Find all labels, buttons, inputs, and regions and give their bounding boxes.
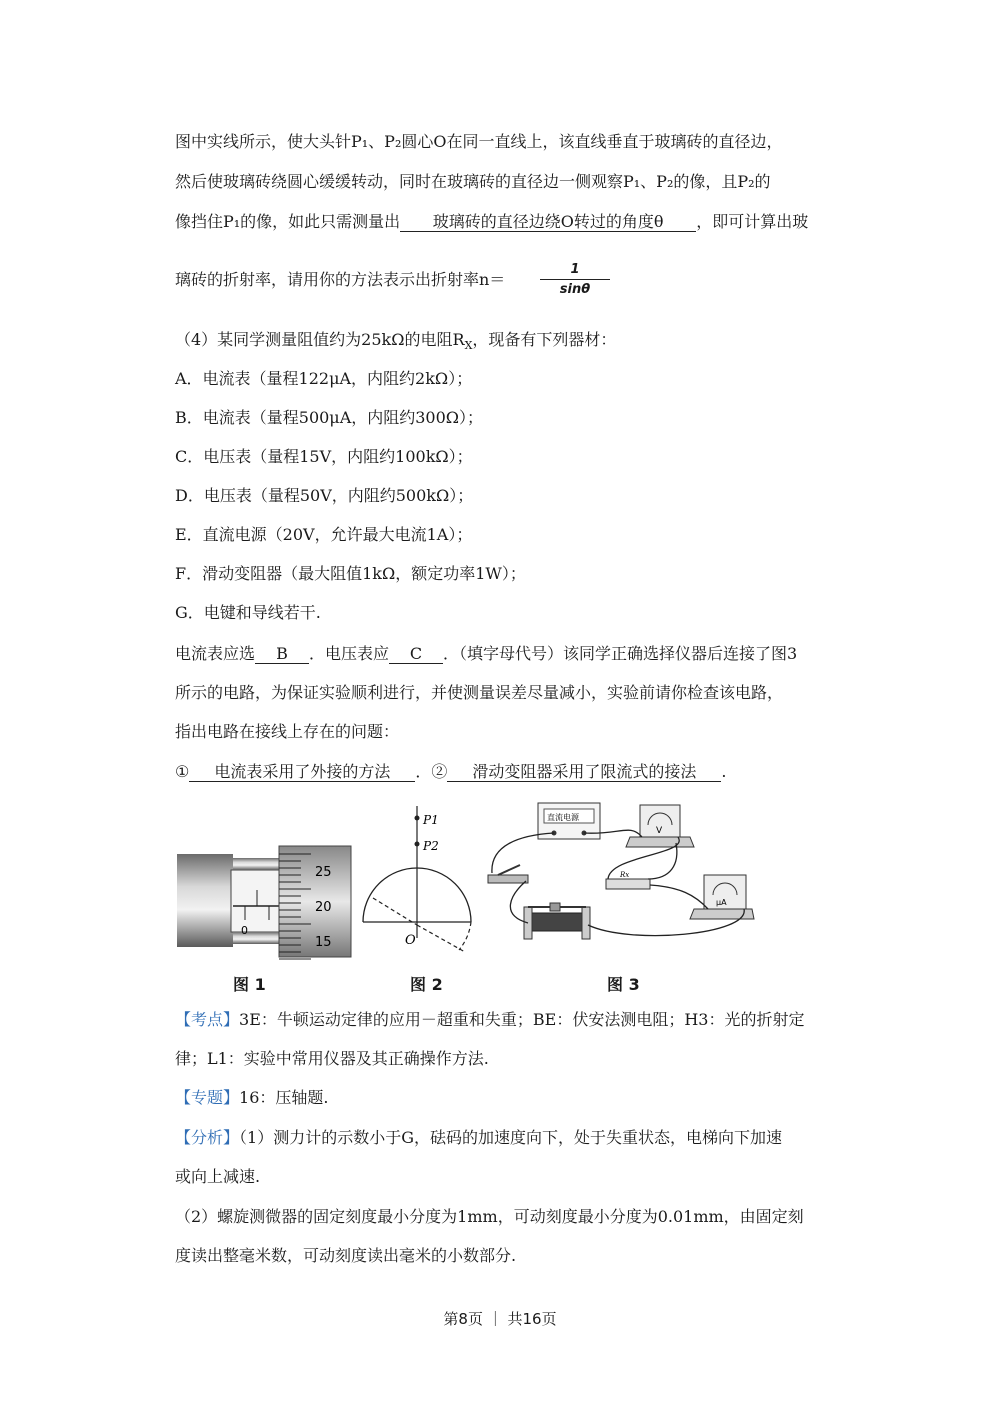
text-segment: . bbox=[721, 762, 727, 781]
label-o: O bbox=[405, 933, 416, 948]
sleeve bbox=[231, 870, 279, 932]
text-segment: 璃砖的折射率，请用你的方法表示出折射率n＝ bbox=[175, 270, 506, 289]
figure-2-caption: 图 2 bbox=[410, 975, 443, 994]
text-line bbox=[175, 212, 808, 232]
text-segment: （1）测力计的示数小于G，砝码的加速度向下，处于失重状态，电梯向下加速 bbox=[239, 1128, 782, 1147]
option-item: D．电压表（量程50V，内阻约500kΩ）； bbox=[175, 486, 474, 505]
option-item: B．电流表（量程500μA，内阻约300Ω）； bbox=[175, 408, 484, 427]
frame-body bbox=[177, 854, 233, 947]
label-p2: P2 bbox=[423, 839, 439, 853]
thimble-label: 20 bbox=[315, 900, 332, 915]
rheostat-end bbox=[524, 907, 532, 939]
answer-blank: 玻璃砖的直径边绕O转过的角度θ bbox=[400, 213, 696, 232]
fraction-bar bbox=[540, 279, 610, 280]
text-line: （2）螺旋测微器的固定刻度最小分度为1mm，可动刻度最小分度为0.01mm，由固定刻 bbox=[175, 1207, 804, 1226]
text-segment: ．② bbox=[415, 762, 448, 781]
text-segment: 16：压轴题. bbox=[239, 1088, 329, 1107]
text-line: 图中实线所示，使大头针P₁、P₂圆心O在同一直线上，该直线垂直于玻璃砖的直径边， bbox=[175, 132, 783, 151]
refraction-fraction bbox=[540, 262, 610, 297]
text-line: 然后使玻璃砖绕圆心缓缓转动，同时在玻璃砖的直径边一侧观察P₁、P₂的像，且P₂的 bbox=[175, 172, 771, 191]
figure-2-refraction bbox=[355, 800, 485, 960]
rheostat-slider bbox=[550, 903, 560, 911]
page-footer: 第8页 ｜ 共16页 bbox=[443, 1310, 557, 1328]
fenxi-line bbox=[175, 1128, 782, 1148]
pin-p2 bbox=[415, 842, 420, 847]
option-item: G．电键和导线若干. bbox=[175, 603, 321, 622]
voltmeter-label: V bbox=[656, 826, 663, 836]
switch bbox=[488, 875, 528, 883]
option-item: A．电流表（量程122μA，内阻约2kΩ）； bbox=[175, 369, 473, 388]
switch-lever bbox=[498, 865, 520, 875]
figure-3-circuit bbox=[480, 795, 755, 955]
fraction-numerator: 1 bbox=[570, 262, 580, 277]
text-segment: 3E：牛顿运动定律的应用－超重和失重；BE：伏安法测电阻；H3：光的折射定 bbox=[239, 1010, 805, 1029]
text-segment: ，现备有下列器材： bbox=[472, 330, 617, 349]
zhuanti-tag: 【专题】 bbox=[175, 1088, 240, 1107]
question-intro bbox=[175, 330, 616, 356]
option-item: C．电压表（量程15V，内阻约100kΩ）； bbox=[175, 447, 473, 466]
voltmeter-base bbox=[626, 837, 694, 847]
figure-1-micrometer bbox=[175, 840, 355, 965]
resistor-rx bbox=[606, 879, 650, 889]
answer-blank: C bbox=[389, 645, 443, 664]
text-line bbox=[175, 270, 505, 290]
text-segment: （4）某同学测量阻值约为25kΩ的电阻R bbox=[175, 330, 465, 349]
rotated-edge-dashed bbox=[417, 925, 465, 952]
text-line: 所示的电路，为保证实验顺利进行，并使测量误差尽量减小，实验前请你检查该电路， bbox=[175, 683, 784, 702]
text-line: 指出电路在接线上存在的问题： bbox=[175, 722, 400, 741]
text-segment: ．（填字母代号）该同学正确选择仪器后连接了图3 bbox=[443, 644, 798, 663]
power-supply-label: 直流电源 bbox=[547, 813, 579, 822]
thimble-label: 25 bbox=[315, 865, 332, 880]
wire bbox=[650, 885, 708, 909]
text-line bbox=[175, 762, 726, 782]
sleeve-top bbox=[233, 858, 279, 870]
text-line: 或向上减速. bbox=[175, 1167, 261, 1186]
rotated-edge-dashed bbox=[373, 898, 417, 925]
pin-p1 bbox=[415, 816, 420, 821]
answer-blank: 电流表采用了外接的方法 bbox=[189, 763, 415, 782]
text-line bbox=[175, 644, 797, 664]
fenxi-tag: 【分析】 bbox=[175, 1128, 240, 1147]
figure-3-caption: 图 3 bbox=[607, 975, 640, 994]
answer-blank: 滑动变阻器采用了限流式的接法 bbox=[447, 763, 721, 782]
text-segment: 像挡住P₁的像，如此只需测量出 bbox=[175, 212, 401, 231]
ammeter-label: μA bbox=[716, 898, 727, 907]
rotated-arc-dashed bbox=[459, 922, 471, 950]
text-segment: 电流表应选 bbox=[175, 644, 256, 663]
subscript: X bbox=[464, 339, 473, 353]
sleeve-zero-label: 0 bbox=[241, 924, 248, 937]
text-segment: ① bbox=[175, 762, 190, 781]
kaodian-tag: 【考点】 bbox=[175, 1010, 240, 1029]
kaodian-line bbox=[175, 1010, 804, 1030]
rheostat-coil bbox=[532, 913, 582, 931]
text-line: 律；L1：实验中常用仪器及其正确操作方法. bbox=[175, 1049, 489, 1068]
text-segment: ．电压表应 bbox=[309, 644, 390, 663]
fraction-denominator: sinθ bbox=[559, 282, 591, 297]
text-segment: ，即可计算出玻 bbox=[696, 212, 809, 231]
label-p1: P1 bbox=[423, 813, 439, 827]
figure-1-caption: 图 1 bbox=[233, 975, 266, 994]
text-line: 度读出整毫米数，可动刻度读出毫米的小数部分. bbox=[175, 1246, 517, 1265]
answer-blank: B bbox=[255, 645, 309, 664]
zhuanti-line bbox=[175, 1088, 328, 1108]
thimble-label: 15 bbox=[315, 935, 332, 950]
sleeve-bottom bbox=[233, 932, 279, 944]
rheostat-end bbox=[582, 907, 590, 939]
resistor-label: Rx bbox=[620, 871, 630, 879]
option-item: F．滑动变阻器（最大阻值1kΩ，额定功率1W）； bbox=[175, 564, 526, 583]
option-item: E．直流电源（20V，允许最大电流1A）； bbox=[175, 525, 473, 544]
